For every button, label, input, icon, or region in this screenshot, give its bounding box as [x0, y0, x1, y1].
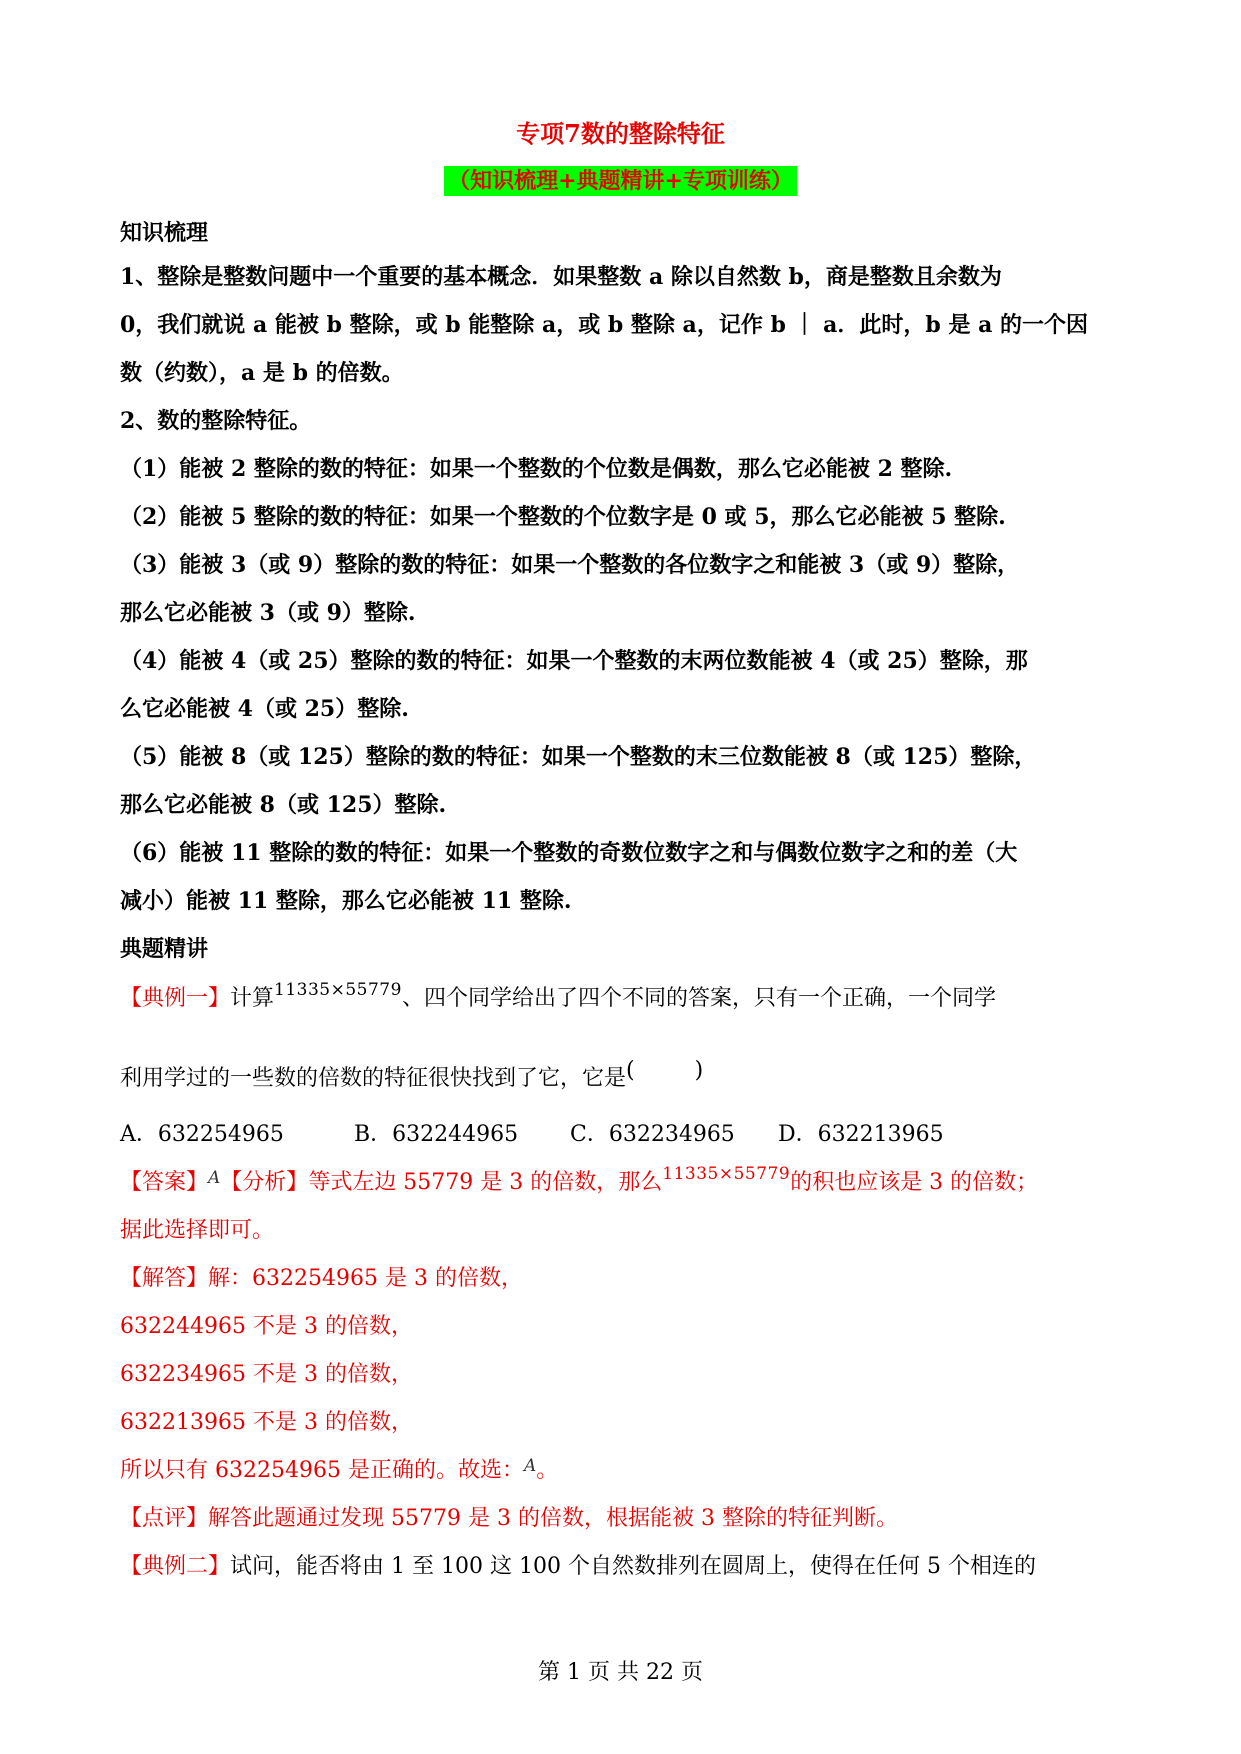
answer-value: A	[208, 1168, 221, 1188]
rule-3-line-1: （3）能被 3（或 9）整除的数的特征：如果一个整数的各位数字之和能被 3（或 9）整除，	[120, 552, 1020, 578]
choice-c: C．632234965	[570, 1122, 735, 1147]
example-2-text: 试问，能否将由 1 至 100 这 100 个自然数排列在圆周上，使得在任何 5 个相连的	[230, 1554, 1036, 1579]
solution-line-1	[120, 1264, 523, 1294]
analysis-formula: 11335×55779	[662, 1164, 791, 1184]
page-footer: 第 1 页 共 22 页	[538, 1660, 703, 1685]
paren-open: (	[626, 1058, 635, 1083]
solution-text-5b: 。	[536, 1458, 559, 1483]
solution-answer-value: A	[523, 1456, 537, 1476]
rule-6-line-2: 减小）能被 11 整除，那么它必能被 11 整除.	[120, 888, 572, 914]
answer-blank	[626, 1056, 708, 1086]
paragraph-1-line-2: 0，我们就说 a 能被 b 整除，或 b 能整除 a，或 b 整除 a，记作 b ｜ a．此时，b 是 a 的一个因	[120, 312, 1089, 338]
solution-text-1: 解：632254965 是 3 的倍数，	[208, 1266, 523, 1291]
example-1-formula: 11335×55779	[274, 980, 402, 1000]
solution-text-5a: 所以只有 632254965 是正确的。故选：	[120, 1458, 524, 1483]
analysis-text-a: 等式左边 55779 是 3 的倍数，那么	[308, 1170, 663, 1195]
comment-text: 解答此题通过发现 55779 是 3 的倍数，根据能被 3 整除的特征判断。	[208, 1506, 898, 1531]
paren-close: )	[694, 1058, 704, 1083]
solution-line-2: 632244965 不是 3 的倍数，	[120, 1314, 413, 1339]
choice-d: D．632213965	[778, 1122, 944, 1147]
section-heading-knowledge: 知识梳理	[120, 220, 209, 246]
paragraph-1-line-1: 1、整除是整数问题中一个重要的基本概念．如果整数 a 除以自然数 b，商是整数且余数为	[120, 264, 1002, 290]
document-title: 专项7数的整除特征	[516, 119, 725, 148]
rule-4-line-2: 么它必能被 4（或 25）整除.	[120, 696, 409, 722]
rule-5-line-2: 那么它必能被 8（或 125）整除.	[120, 792, 447, 818]
rule-4-line-1: （4）能被 4（或 25）整除的数的特征：如果一个整数的末两位数能被 4（或 25）整除，那	[120, 648, 1028, 674]
solution-tag: 【解答】	[120, 1266, 209, 1291]
example-1-line-1	[120, 980, 996, 1015]
choice-a: A．632254965	[120, 1122, 284, 1147]
section-heading-examples: 典题精讲	[120, 936, 209, 962]
choice-b: B．632244965	[354, 1122, 519, 1147]
example-1-question: 利用学过的一些数的倍数的特征很快找到了它，它是	[120, 1066, 627, 1091]
solution-line-3: 632234965 不是 3 的倍数，	[120, 1362, 413, 1387]
comment-tag: 【点评】	[120, 1506, 209, 1531]
document-subtitle: （知识梳理+典题精讲+专项训练）	[444, 166, 797, 196]
answer-tag: 【答案】	[120, 1170, 209, 1195]
paragraph-2: 2、数的整除特征。	[120, 408, 312, 434]
analysis-tag: 【分析】	[220, 1170, 309, 1195]
example-2-line-1	[120, 1552, 1036, 1582]
analysis-line-2: 据此选择即可。	[120, 1218, 275, 1243]
example-1-choices	[120, 1120, 944, 1150]
subtitle-container	[0, 166, 1241, 196]
example-1-line-2	[120, 1058, 708, 1094]
example-1-tag: 【典例一】	[120, 986, 231, 1011]
solution-line-4: 632213965 不是 3 的倍数，	[120, 1410, 413, 1435]
example-2-tag: 【典例二】	[120, 1554, 231, 1579]
rule-3-line-2: 那么它必能被 3（或 9）整除.	[120, 600, 416, 626]
rule-6-line-1: （6）能被 11 整除的数的特征：如果一个整数的奇数位数字之和与偶数位数字之和的差（大	[120, 840, 1018, 866]
example-1-text-b: 、四个同学给出了四个不同的答案，只有一个正确，一个同学	[401, 986, 996, 1011]
rule-5-line-1: （5）能被 8（或 125）整除的数的特征：如果一个整数的末三位数能被 8（或 125）整除，	[120, 744, 1037, 770]
comment-line	[120, 1504, 898, 1534]
example-1-text-a: 计算	[230, 986, 275, 1011]
solution-line-5	[120, 1456, 558, 1487]
analysis-text-b: 的积也应该是 3 的倍数；	[790, 1170, 1039, 1195]
paragraph-1-line-3: 数（约数），a 是 b 的倍数。	[120, 360, 404, 386]
rule-2: （2）能被 5 整除的数的特征：如果一个整数的个位数字是 0 或 5，那么它必能被 5 整除.	[120, 504, 1006, 530]
answer-line-1	[120, 1164, 1039, 1199]
rule-1: （1）能被 2 整除的数的特征：如果一个整数的个位数是偶数，那么它必能被 2 整除.	[120, 456, 953, 482]
